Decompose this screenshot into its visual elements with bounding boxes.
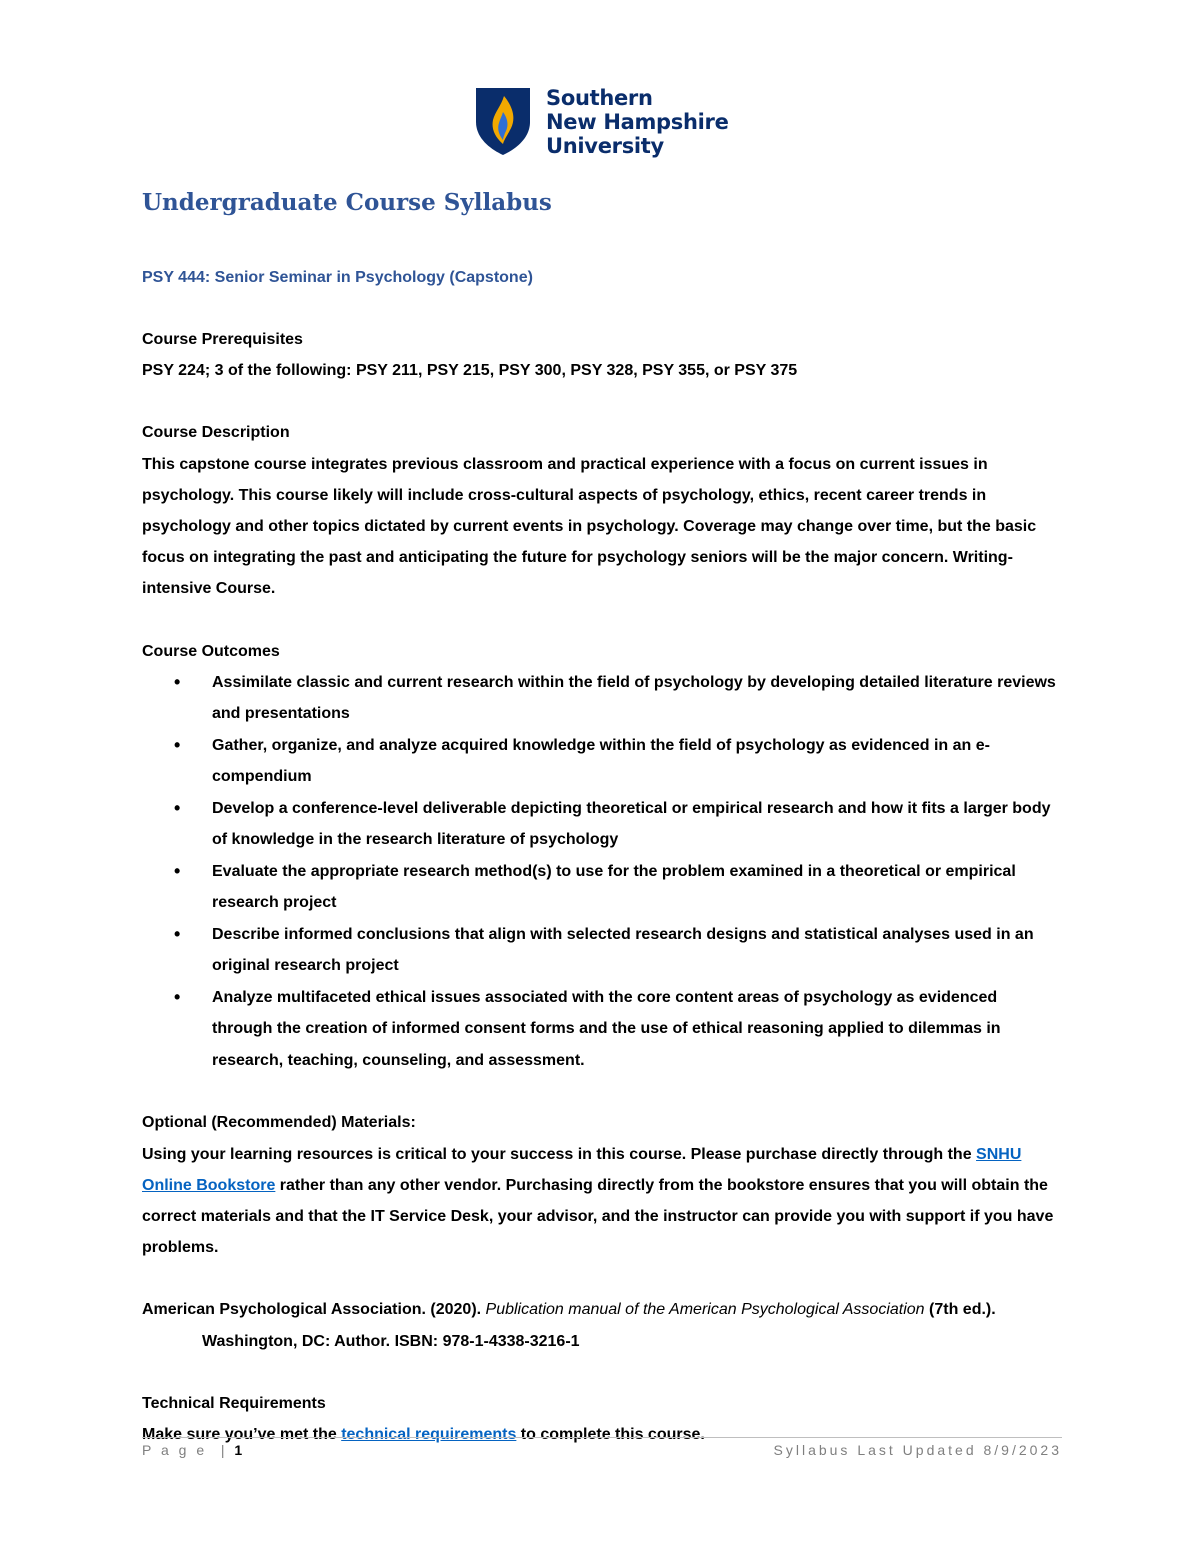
outcome-item: • Gather, organize, and analyze acquired knowledge within the field of psychology as evidenced in an e-compendium: [142, 730, 1062, 793]
reference-section: [142, 1294, 1062, 1356]
materials-text-start: Using your learning resources is critical to your success in this course. Please purchase directly through the: [142, 1145, 977, 1163]
snhu-logo: [474, 86, 734, 156]
outcome-item: • Describe informed conclusions that align with selected research designs and statistical analyses used in an original research project: [142, 919, 1062, 982]
page-label: P a g e |: [142, 1442, 228, 1458]
description-section: [142, 417, 1062, 604]
technical-text-end: to complete this course.: [516, 1425, 705, 1443]
outcome-item: • Assimilate classic and current research within the field of psychology by developing detailed literature reviews and presentations: [142, 667, 1062, 730]
description-text: This capstone course integrates previous classroom and practical experience with a focus on current issues in psychology. This course likely will include cross-cultural aspects of psychology, ethics, recent career trends in psychology and other topics dictated by current events in psychology. Coverage may change over time, but the basic focus on integrating the past and anticipating the future for psychology seniors will be the major concern. Writing-intensive Course.: [142, 455, 1037, 598]
materials-heading: Optional (Recommended) Materials:: [142, 1114, 416, 1132]
bookstore-link[interactable]: SNHU Online Bookstore: [142, 1145, 1022, 1194]
outcomes-section: [142, 636, 1062, 1077]
last-updated: Syllabus Last Updated 8/9/2023: [773, 1442, 1062, 1458]
description-heading: Course Description: [142, 424, 290, 442]
logo-line-3: University: [546, 134, 664, 158]
syllabus-body: [142, 180, 1062, 1450]
logo-wordmark: [546, 86, 729, 158]
reference-part-2: (7th ed.). Washington, DC: Author. ISBN: 978-1-4338-3216-1: [202, 1301, 996, 1350]
technical-text-start: Make sure you’ve met the: [142, 1425, 342, 1443]
reference-part-1: American Psychological Association. (2020).: [142, 1301, 486, 1319]
outcome-item: • Develop a conference-level deliverable depicting theoretical or empirical research and how it fits a larger body of knowledge in the research literature of psychology: [142, 793, 1062, 856]
materials-text: [142, 1139, 1062, 1264]
technical-requirements-link[interactable]: technical requirements: [341, 1425, 517, 1443]
logo-line-1: Southern: [546, 86, 653, 110]
course-title: PSY 444: Senior Seminar in Psychology (Capstone): [142, 269, 533, 286]
page-indicator: [142, 1442, 242, 1458]
materials-section: [142, 1107, 1062, 1263]
page-number: 1: [234, 1442, 243, 1458]
reference-title: Publication manual of the American Psychological Association: [485, 1301, 925, 1319]
outcome-item: • Analyze multifaceted ethical issues associated with the core content areas of psychology as evidenced through the creation of informed consent forms and the use of ethical reasoning applied to dilemmas in research, teaching, counseling, and assessment.: [142, 982, 1062, 1077]
page-footer: [142, 1437, 1062, 1458]
prerequisites-heading: Course Prerequisites: [142, 331, 303, 348]
outcomes-list: [142, 667, 1062, 1077]
page-title: Undergraduate Course Syllabus: [142, 189, 552, 216]
apa-reference: [142, 1294, 1062, 1356]
logo-line-2: New Hampshire: [546, 110, 729, 134]
prerequisites-text: PSY 224; 3 of the following: PSY 211, PSY 215, PSY 300, PSY 328, PSY 355, or PSY 375: [142, 362, 798, 380]
technical-heading: Technical Requirements: [142, 1394, 326, 1412]
shield-flame-icon: [474, 86, 532, 156]
materials-text-end: rather than any other vendor. Purchasing directly from the bookstore ensures that you will obtain the correct materials and that the IT Service Desk, your advisor, and the instructor can provide you with support if you have problems.: [142, 1176, 1054, 1257]
outcomes-heading: Course Outcomes: [142, 642, 280, 660]
outcome-item: • Evaluate the appropriate research method(s) to use for the problem examined in a theoretical or empirical research project: [142, 856, 1062, 919]
prerequisites-section: [142, 324, 1062, 386]
